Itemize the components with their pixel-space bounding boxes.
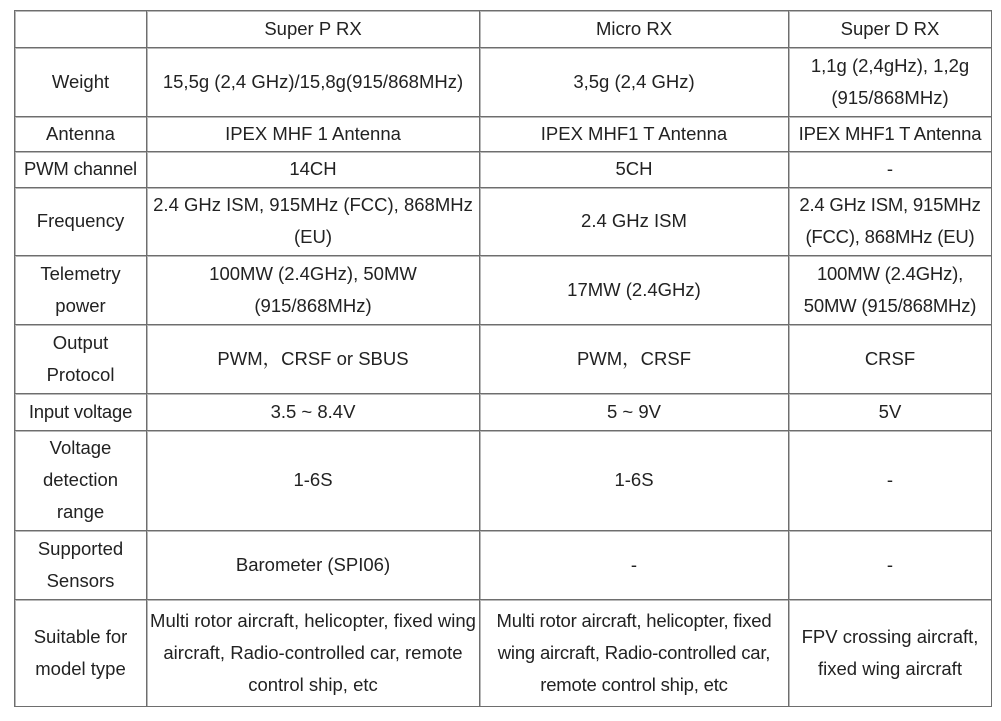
table-row-supported-sensors — [15, 531, 992, 600]
table-cell: Multi rotor aircraft, helicopter, fixed wing aircraft, Radio-controlled car, remote control ship, etc — [480, 600, 789, 707]
spec-comparison-table — [14, 10, 992, 707]
table-cell: PWM，CRSF — [480, 325, 789, 394]
table-cell: - — [789, 152, 992, 188]
table-row-pwm-channel — [15, 152, 992, 188]
table-cell: IPEX MHF1 T Antenna — [789, 117, 992, 153]
table-cell: IPEX MHF1 T Antenna — [480, 117, 789, 153]
table-cell: 2.4 GHz ISM — [480, 188, 789, 256]
row-label: PWM channel — [15, 152, 147, 188]
header-cell-micro-rx: Micro RX — [480, 11, 789, 48]
table-cell: 5 ~ 9V — [480, 394, 789, 431]
table-row-voltage-detection-range — [15, 431, 992, 532]
row-label: Weight — [15, 48, 147, 117]
table-cell: 3.5 ~ 8.4V — [147, 394, 480, 431]
row-label: Supported Sensors — [15, 531, 147, 600]
row-label: Suitable for model type — [15, 600, 147, 707]
table-cell: 2.4 GHz ISM, 915MHz (FCC), 868MHz (EU) — [147, 188, 480, 256]
table-cell: Multi rotor aircraft, helicopter, fixed wing aircraft, Radio-controlled car, remote control ship, etc — [147, 600, 480, 707]
spec-comparison-table-container — [14, 10, 988, 707]
table-cell: Barometer (SPI06) — [147, 531, 480, 600]
table-row-output-protocol — [15, 325, 992, 394]
table-cell: PWM，CRSF or SBUS — [147, 325, 480, 394]
row-label: Input voltage — [15, 394, 147, 431]
table-cell: 100MW (2.4GHz), 50MW (915/868MHz) — [147, 256, 480, 325]
header-cell-super-p-rx: Super P RX — [147, 11, 480, 48]
row-label: Telemetry power — [15, 256, 147, 325]
table-cell: 2.4 GHz ISM, 915MHz (FCC), 868MHz (EU) — [789, 188, 992, 256]
table-row-input-voltage — [15, 394, 992, 431]
table-cell: 17MW (2.4GHz) — [480, 256, 789, 325]
table-cell: 1,1g (2,4gHz), 1,2g (915/868MHz) — [789, 48, 992, 117]
table-cell: 14CH — [147, 152, 480, 188]
row-label: Frequency — [15, 188, 147, 256]
table-row-antenna — [15, 117, 992, 153]
table-cell: IPEX MHF 1 Antenna — [147, 117, 480, 153]
row-label: Antenna — [15, 117, 147, 153]
table-cell: CRSF — [789, 325, 992, 394]
row-label: Voltage detection range — [15, 431, 147, 532]
table-cell: 5CH — [480, 152, 789, 188]
table-cell: 100MW (2.4GHz), 50MW (915/868MHz) — [789, 256, 992, 325]
header-cell-empty — [15, 11, 147, 48]
table-cell: 15,5g (2,4 GHz)/15,8g(915/868MHz) — [147, 48, 480, 117]
table-cell: - — [789, 531, 992, 600]
table-cell: - — [480, 531, 789, 600]
row-label: Output Protocol — [15, 325, 147, 394]
table-row-frequency — [15, 188, 992, 256]
header-cell-super-d-rx: Super D RX — [789, 11, 992, 48]
table-header-row — [15, 11, 992, 48]
table-cell: 1-6S — [480, 431, 789, 532]
table-cell: 5V — [789, 394, 992, 431]
table-cell: - — [789, 431, 992, 532]
table-cell: 3,5g (2,4 GHz) — [480, 48, 789, 117]
table-row-weight — [15, 48, 992, 117]
table-cell: 1-6S — [147, 431, 480, 532]
table-row-telemetry-power — [15, 256, 992, 325]
table-row-suitable-model-type — [15, 600, 992, 707]
table-cell: FPV crossing aircraft, fixed wing aircraft — [789, 600, 992, 707]
